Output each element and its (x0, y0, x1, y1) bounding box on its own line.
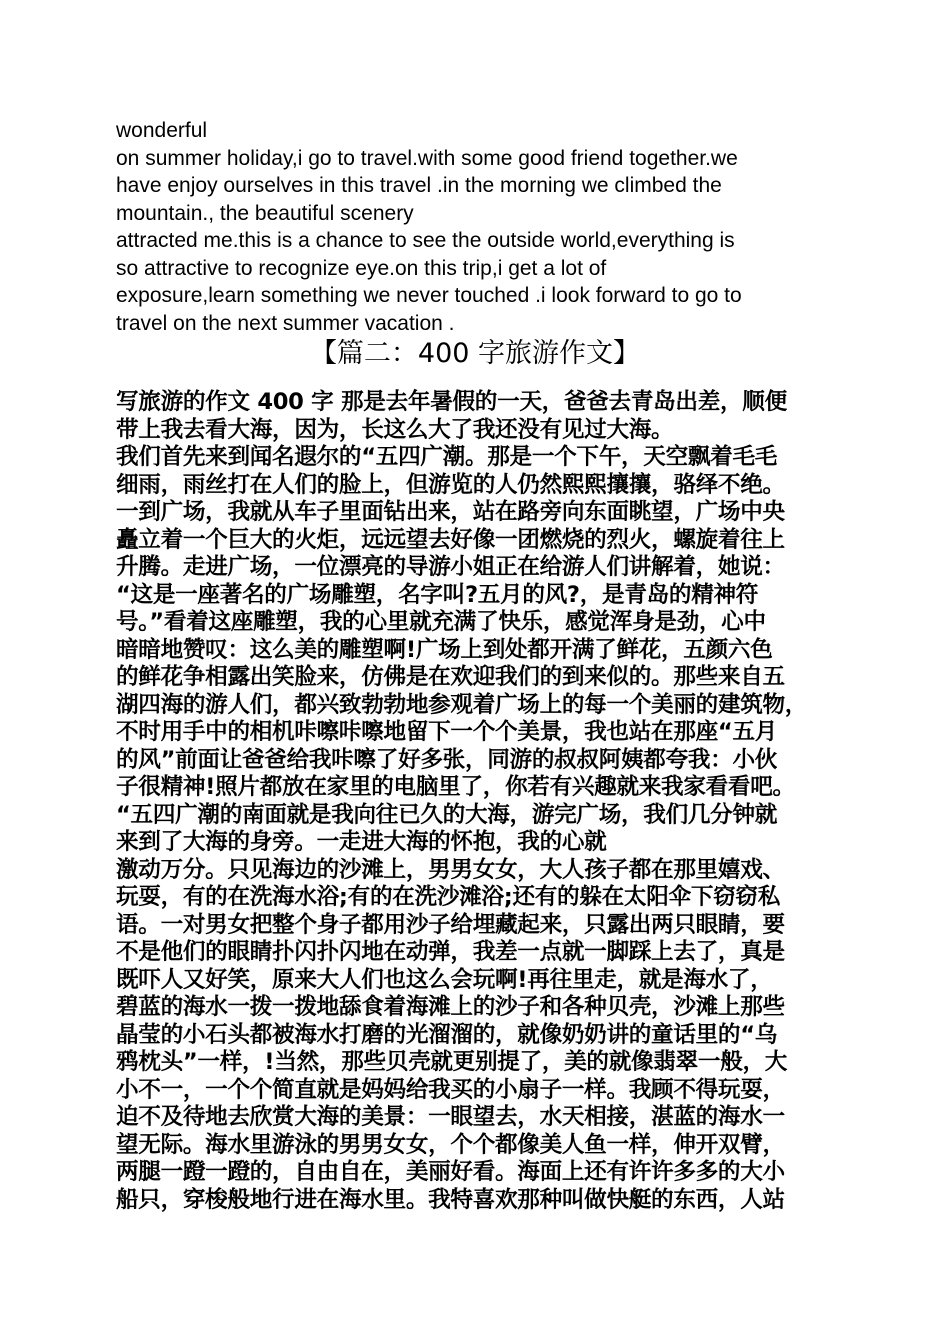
chinese-essay-line: 写旅游的作文 400 字 那是去年暑假的一天，爸爸去青岛出差，顺便 (116, 389, 787, 415)
chinese-essay-line: 我们首先来到闻名遐尔的“五四广潮。那是一个下午，天空飘着毛毛 (116, 444, 778, 470)
chinese-essay-line: 一到广场，我就从车子里面钻出来，站在路旁向东面眺望，广场中央 (116, 499, 785, 525)
chinese-essay-line: 的风”前面让爸爸给我咔嚓了好多张，同游的叔叔阿姨都夸我：小伙 (116, 746, 778, 773)
english-essay-line: on summer holiday,i go to travel.with some good friend together.we (116, 146, 738, 170)
chinese-essay-line: 玩耍，有的在洗海水浴;有的在洗沙滩浴;还有的躲在太阳伞下窃窃私 (116, 884, 780, 910)
chinese-essay-line: 细雨，雨丝打在人们的脸上，但游览的人仍然熙熙攘攘，骆绎不绝。 (116, 471, 785, 498)
chinese-essay-line: 船只，穿梭般地行进在海水里。我特喜欢那种叫做快艇的东西，人站 (116, 1186, 785, 1213)
chinese-essay-line: 来到了大海的身旁。一走进大海的怀抱，我的心就 (116, 829, 607, 855)
english-essay-line: attracted me.this is a chance to see the outside world,everything is (116, 229, 735, 252)
chinese-essay-line: 升腾。走进广场，一位漂亮的导游小姐正在给游人们讲解着，她说： (116, 554, 785, 580)
chinese-essay-line: 激动万分。只见海边的沙滩上，男男女女，大人孩子都在那里嬉戏、 (116, 856, 785, 883)
chinese-essay-line: 的鲜花争相露出笑脸来，仿佛是在欢迎我们的到来似的。那些来自五 (116, 664, 785, 690)
chinese-essay-line: 号。”看着这座雕塑，我的心里就充满了快乐，感觉浑身是劲，心中 (116, 609, 766, 635)
chinese-essay-line: 带上我去看大海，因为，长这么大了我还没有见过大海。 (116, 416, 674, 443)
english-essay-line: mountain., the beautiful scenery (116, 201, 414, 225)
section-heading: 【篇二：400 字旅游作文】 (309, 338, 641, 369)
chinese-essay-line: “五四广潮的南面就是我向往已久的大海，游完广场，我们几分钟就 (116, 801, 778, 828)
english-essay-line: exposure,learn something we never touched .i look forward to go to (116, 284, 742, 307)
chinese-essay-line: 鸦枕头”一样，!当然，那些贝壳就更别提了，美的就像翡翠一般，大 (116, 1049, 788, 1075)
chinese-essay-line: 望无际。海水里游泳的男男女女，个个都像美人鱼一样，伸开双臂， (116, 1131, 785, 1158)
chinese-essay-line: 子很精神!照片都放在家里的电脑里了，你若有兴趣就来我家看看吧。 (116, 774, 795, 800)
chinese-essay-line: 语。一对男女把整个身子都用沙子给埋藏起来，只露出两只眼睛，要 (116, 911, 785, 938)
chinese-essay (116, 389, 851, 1214)
chinese-essay-line: 碧蓝的海水一拨一拨地舔食着海滩上的沙子和各种贝壳，沙滩上那些 (116, 994, 785, 1020)
english-essay-line: have enjoy ourselves in this travel .in the morning we climbed the (116, 174, 722, 197)
chinese-essay-line: 湖四海的游人们，都兴致勃勃地参观着广场上的每一个美丽的建筑物， (116, 691, 808, 718)
chinese-essay-line: 不是他们的眼睛扑闪扑闪地在动弹，我差一点就一脚踩上去了，真是 (116, 939, 785, 965)
english-essay-line: travel on the next summer vacation . (116, 311, 455, 335)
chinese-essay-line: 迫不及待地去欣赏大海的美景：一眼望去，水天相接，湛蓝的海水一 (116, 1104, 785, 1130)
chinese-essay-line: “这是一座著名的广场雕塑，名字叫?五月的风?，是青岛的精神符 (116, 581, 759, 608)
chinese-essay-line: 晶莹的小石头都被海水打磨的光溜溜的，就像奶奶讲的童话里的“乌 (116, 1021, 778, 1048)
chinese-essay-line: 小不一，一个个简直就是妈妈给我买的小扇子一样。我顾不得玩耍， (116, 1076, 785, 1103)
english-essay (116, 117, 856, 337)
chinese-essay-line: 两腿一蹬一蹬的，自由自在，美丽好看。海面上还有许许多多的大小 (116, 1159, 785, 1185)
chinese-essay-line: 暗暗地赞叹：这么美的雕塑啊!广场上到处都开满了鲜花，五颜六色 (116, 636, 773, 663)
english-essay-line: wonderful (116, 119, 208, 142)
chinese-essay-line: 不时用手中的相机咔嚓咔嚓地留下一个个美景，我也站在那座“五月 (116, 719, 778, 745)
english-essay-line: so attractive to recognize eye.on this trip,i get a lot of (116, 256, 607, 280)
chinese-essay-line: 矗立着一个巨大的火炬，远远望去好像一团燃烧的烈火，螺旋着往上 (116, 526, 785, 553)
chinese-essay-line: 既吓人又好笑，原来大人们也这么会玩啊!再往里走，就是海水了， (116, 966, 773, 993)
